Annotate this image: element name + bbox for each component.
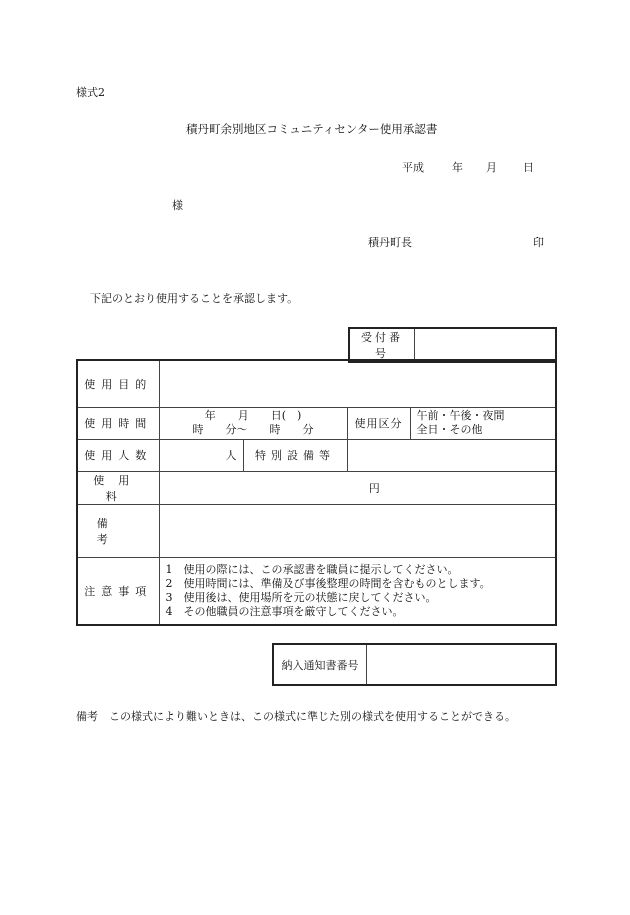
issuer: 積丹町長: [368, 236, 412, 249]
time-range: 時 分〜 時 分: [192, 423, 314, 436]
addressee-suffix: 様: [172, 199, 183, 212]
date-year: 年: [452, 161, 463, 174]
fee-unit: 円: [368, 481, 380, 495]
category-options-1: 午前・午後・夜間: [416, 409, 505, 422]
date-day: 日: [523, 161, 534, 174]
category-options-2: 全日・その他: [416, 423, 483, 436]
purpose-field[interactable]: [159, 360, 556, 407]
receipt-number-field[interactable]: [415, 328, 557, 362]
time-field[interactable]: [159, 407, 347, 439]
document-title: 積丹町余別地区コミュニティセンター使用承認書: [186, 122, 438, 136]
row-time: [77, 407, 556, 439]
payment-notice-field[interactable]: [367, 644, 557, 685]
notes-list: [159, 557, 556, 625]
row-notes: [77, 557, 556, 625]
seal-mark: 印: [533, 236, 544, 249]
time-label: 使用時間: [77, 407, 159, 439]
fee-label: 使用料: [77, 471, 159, 504]
note-item: 4 その他職員の注意事項を厳守してください。: [165, 604, 404, 618]
row-remarks: [77, 504, 556, 557]
people-label: 使用人数: [77, 439, 159, 471]
row-people: [77, 439, 556, 471]
row-purpose: [77, 360, 556, 407]
time-date: 年 月 日( ): [204, 409, 302, 422]
row-fee: [77, 471, 556, 504]
date-month: 月: [486, 161, 497, 174]
payment-notice-box: [272, 643, 557, 686]
people-equipment-cell: [159, 439, 347, 471]
note-item: 2 使用時間には、準備及び事後整理の時間を含むものとします。: [165, 576, 491, 590]
purpose-label: 使用目的: [77, 360, 159, 407]
intro-text: 下記のとおり使用することを承認します。: [90, 292, 299, 305]
category-label: 使用区分: [347, 407, 410, 439]
category-field[interactable]: [410, 407, 556, 439]
remarks-label: 備考: [77, 504, 159, 557]
footer-note: 備考 この様式により難いときは、この様式に準じた別の様式を使用することができる。: [76, 710, 516, 723]
receipt-number-label: 受付番号: [349, 328, 415, 362]
form-id: 様式2: [76, 86, 105, 99]
people-field[interactable]: [160, 440, 244, 471]
date-era: 平成: [402, 161, 424, 174]
note-item: 3 使用後は、使用場所を元の状態に戻してください。: [165, 590, 437, 604]
notes-label: 注意事項: [77, 557, 159, 625]
payment-notice-label: 納入通知書番号: [273, 644, 367, 685]
note-item: 1 使用の際には、この承認書を職員に提示してください。: [165, 562, 459, 576]
fee-field[interactable]: [159, 471, 556, 504]
people-unit: 人: [225, 448, 237, 462]
equipment-field[interactable]: [347, 439, 556, 471]
receipt-number-box: [348, 327, 557, 363]
usage-form-table: [76, 359, 557, 626]
remarks-field[interactable]: [159, 504, 556, 557]
equipment-label: 特別設備等: [255, 448, 335, 462]
